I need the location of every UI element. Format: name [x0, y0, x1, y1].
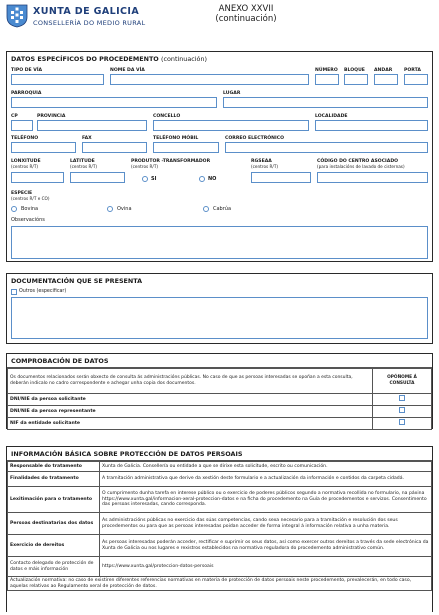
org-name: XUNTA DE GALICIA	[33, 6, 140, 17]
data-protection-section	[6, 446, 433, 612]
check-row-cell	[373, 394, 432, 406]
bovina-label: Bovina	[21, 206, 39, 212]
protection-key: Exercicio de dereitos	[8, 535, 100, 557]
bloque-field[interactable]	[344, 74, 368, 85]
section-title-suffix: (continuación)	[160, 55, 207, 63]
section-title	[7, 52, 432, 65]
telefono-field[interactable]	[11, 142, 76, 153]
especie-sub: (centros R/T e CO)	[11, 196, 50, 201]
bovina-radio[interactable]	[11, 206, 17, 212]
label-numero: NÚMERO	[315, 68, 338, 73]
table-row	[8, 472, 432, 487]
section-title-text: DATOS ESPECÍFICOS DO PROCEDEMENTO	[11, 55, 159, 63]
check-table	[7, 368, 432, 430]
xunta-shield-logo	[6, 4, 28, 28]
table-row	[8, 418, 432, 430]
cabrua-radio[interactable]	[203, 206, 209, 212]
documentation-section	[6, 273, 433, 344]
protection-value: O cumprimento dunha tarefa en interese público ou o exercicio de poderes públicos segundo a normativa recollida no formulario, na páxina https://www.xunta.gal/informacion-xeral-proteccion-datos e na ficha do procedemento na Guía de procedementos e servizos. Consentimento das persoas interesadas, cando corresponda.	[100, 487, 432, 513]
andar-field[interactable]	[374, 74, 398, 85]
label-especie	[11, 191, 49, 201]
localidade-field[interactable]	[315, 120, 428, 131]
lonxitude-sub: (centros R/T)	[11, 164, 39, 169]
protection-link[interactable]: https://www.xunta.gal/proteccion-datos-persoais	[100, 557, 432, 577]
protection-value: Xunta de Galicia. Consellería ou entidade a que se dirixe esta solicitude, escrito ou comunicación.	[100, 462, 432, 472]
concello-field[interactable]	[153, 120, 309, 131]
produtor-non-radio[interactable]	[199, 176, 205, 182]
nome-via-field[interactable]	[110, 74, 309, 85]
label-tipo-via: TIPO DE VÍA	[11, 68, 43, 73]
lonxitude-text: LONXITUDE	[11, 159, 41, 164]
protection-footer: Actualización normativa: no caso de existiren diferentes referencias normativas en materia de protección de datos persoais neste procedemento, prevalecerán, en todo caso, aquelas relativas ao Regulamento xeral de protección de datos.	[8, 577, 432, 591]
cabrua-label: Cabrúa	[213, 206, 232, 212]
telefono-mobil-field[interactable]	[153, 142, 219, 153]
numero-field[interactable]	[315, 74, 339, 85]
protection-key: Responsable do tratamento	[8, 462, 100, 472]
check-row-cell	[373, 406, 432, 418]
label-lonxitude	[11, 159, 41, 169]
label-lugar: LUGAR	[223, 91, 241, 96]
label-fax: FAX	[82, 136, 92, 141]
label-andar: ANDAR	[374, 68, 393, 73]
table-row	[8, 513, 432, 535]
annex-title	[206, 4, 286, 24]
label-rgseaa	[251, 159, 278, 169]
produtor-si-label: SI	[151, 176, 157, 182]
observacions-textarea[interactable]	[11, 226, 428, 259]
rgseaa-sub: (centros R/T)	[251, 164, 279, 169]
rgseaa-text: RGSEAA	[251, 159, 272, 164]
outros-checkbox[interactable]	[11, 289, 17, 295]
label-concello: CONCELLO	[153, 114, 181, 119]
latitude-text: LATITUDE	[70, 159, 95, 164]
label-observacions: Observacións	[11, 217, 45, 223]
check-row-label: NIF da entidade solicitante	[8, 418, 373, 430]
check-row-label: DNI/NIE da persoa representante	[8, 406, 373, 418]
outros-textarea[interactable]	[11, 297, 428, 339]
check-row-label: DNI/NIE da persoa solicitante	[8, 394, 373, 406]
especie-text: ESPECIE	[11, 191, 33, 196]
label-telefono: TELÉFONO	[11, 136, 39, 141]
label-codigo-centro	[317, 159, 405, 169]
rgseaa-field[interactable]	[251, 172, 311, 183]
protection-table	[7, 461, 432, 591]
cp-field[interactable]	[11, 120, 33, 131]
table-row	[8, 535, 432, 557]
label-localidade: LOCALIDADE	[315, 114, 348, 119]
ovina-radio[interactable]	[107, 206, 113, 212]
check-intro: Os documentos relacionados serán obxecto de consulta ás administracións públicas. No caso de que as persoas interesadas se opoñan a esta consulta, deberán indicalo no cadro correspondente e achegar unha copia dos documentos.	[8, 369, 373, 394]
table-row	[8, 406, 432, 418]
label-correo: CORREO ELECTRÓNICO	[225, 136, 284, 141]
codigo-centro-sub: (para instalacións de lavado de cisternas)	[317, 164, 405, 169]
protection-value: As administracións públicas no exercicio das súas competencias, cando sexa necesario para a tramitación e resolución dos seus procedementos ou para que as persoas interesadas poidan acceder de forma integral á información relativa a unha materia.	[100, 513, 432, 535]
check-title: COMPROBACIÓN DE DATOS	[7, 354, 432, 368]
opono-header: OPÓÑOME Á CONSULTA	[373, 369, 432, 394]
latitude-sub: (centros R/T)	[70, 164, 98, 169]
documentation-title: DOCUMENTACIÓN QUE SE PRESENTA	[11, 277, 143, 285]
label-parroquia: PARROQUIA	[11, 91, 42, 96]
opono-nif-entidade-checkbox[interactable]	[399, 419, 405, 425]
ovina-label: Ovina	[117, 206, 132, 212]
correo-field[interactable]	[225, 142, 428, 153]
parroquia-field[interactable]	[11, 97, 217, 108]
protection-key: Contacto delegado de protección de datos e máis información	[8, 557, 100, 577]
protection-title: INFORMACIÓN BÁSICA SOBRE PROTECCIÓN DE DATOS PERSOAIS	[7, 447, 432, 461]
codigo-centro-field[interactable]	[317, 172, 428, 183]
porta-field[interactable]	[404, 74, 428, 85]
protection-value: As persoas interesadas poderán acceder, rectificar e suprimir os seus datos, así como exercer outros dereitos a través da sede electrónica da Xunta de Galicia ou nos lugares e rexistros establecidos na normativa reguladora do procedemento administrativo común.	[100, 535, 432, 557]
produtor-text: PRODUTOR -TRANSFORMADOR	[131, 159, 211, 164]
protection-key: Finalidades do tratamento	[8, 472, 100, 487]
latitude-field[interactable]	[70, 172, 125, 183]
org-department: CONSELLERÍA DO MEDIO RURAL	[33, 19, 146, 27]
label-telefono-mobil: TELÉFONO MÓBIL	[153, 136, 199, 141]
fax-field[interactable]	[82, 142, 147, 153]
label-porta: PORTA	[404, 68, 421, 73]
label-latitude	[70, 159, 97, 169]
table-row	[8, 394, 432, 406]
check-row-cell	[373, 418, 432, 430]
lugar-field[interactable]	[223, 97, 428, 108]
opono-dni-solicitante-checkbox[interactable]	[399, 395, 405, 401]
page-header	[6, 4, 433, 44]
label-cp: CP	[11, 114, 18, 119]
table-row	[8, 577, 432, 591]
opono-dni-representante-checkbox[interactable]	[399, 407, 405, 413]
outros-label: Outros (especificar)	[19, 289, 67, 294]
label-produtor	[131, 159, 210, 169]
protection-key: Persoas destinatarias dos datos	[8, 513, 100, 535]
produtor-sub: (centros R/T)	[131, 164, 159, 169]
data-check-section	[6, 353, 433, 429]
lonxitude-field[interactable]	[11, 172, 64, 183]
produtor-si-radio[interactable]	[142, 176, 148, 182]
table-row	[8, 487, 432, 513]
protection-value: A tramitación administrativa que derive da xestión deste formulario e a actualización da información e contidos da carpeta cidadá.	[100, 472, 432, 487]
procedure-data-section	[6, 51, 433, 262]
label-provincia: PROVINCIA	[37, 114, 66, 119]
label-nome-via: NOME DA VÍA	[110, 68, 145, 73]
table-row	[8, 557, 432, 577]
produtor-non-label: NO	[208, 176, 217, 182]
codigo-centro-text: CÓDIGO DO CENTRO ASOCIADO	[317, 159, 399, 164]
label-bloque: BLOQUE	[344, 68, 365, 73]
table-row	[8, 462, 432, 472]
annex-number: ANEXO XXVII	[218, 4, 274, 14]
provincia-field[interactable]	[37, 120, 147, 131]
tipo-via-field[interactable]	[11, 74, 104, 85]
protection-key: Lexitimación para o tratamento	[8, 487, 100, 513]
annex-continuation: (continuación)	[215, 14, 277, 24]
